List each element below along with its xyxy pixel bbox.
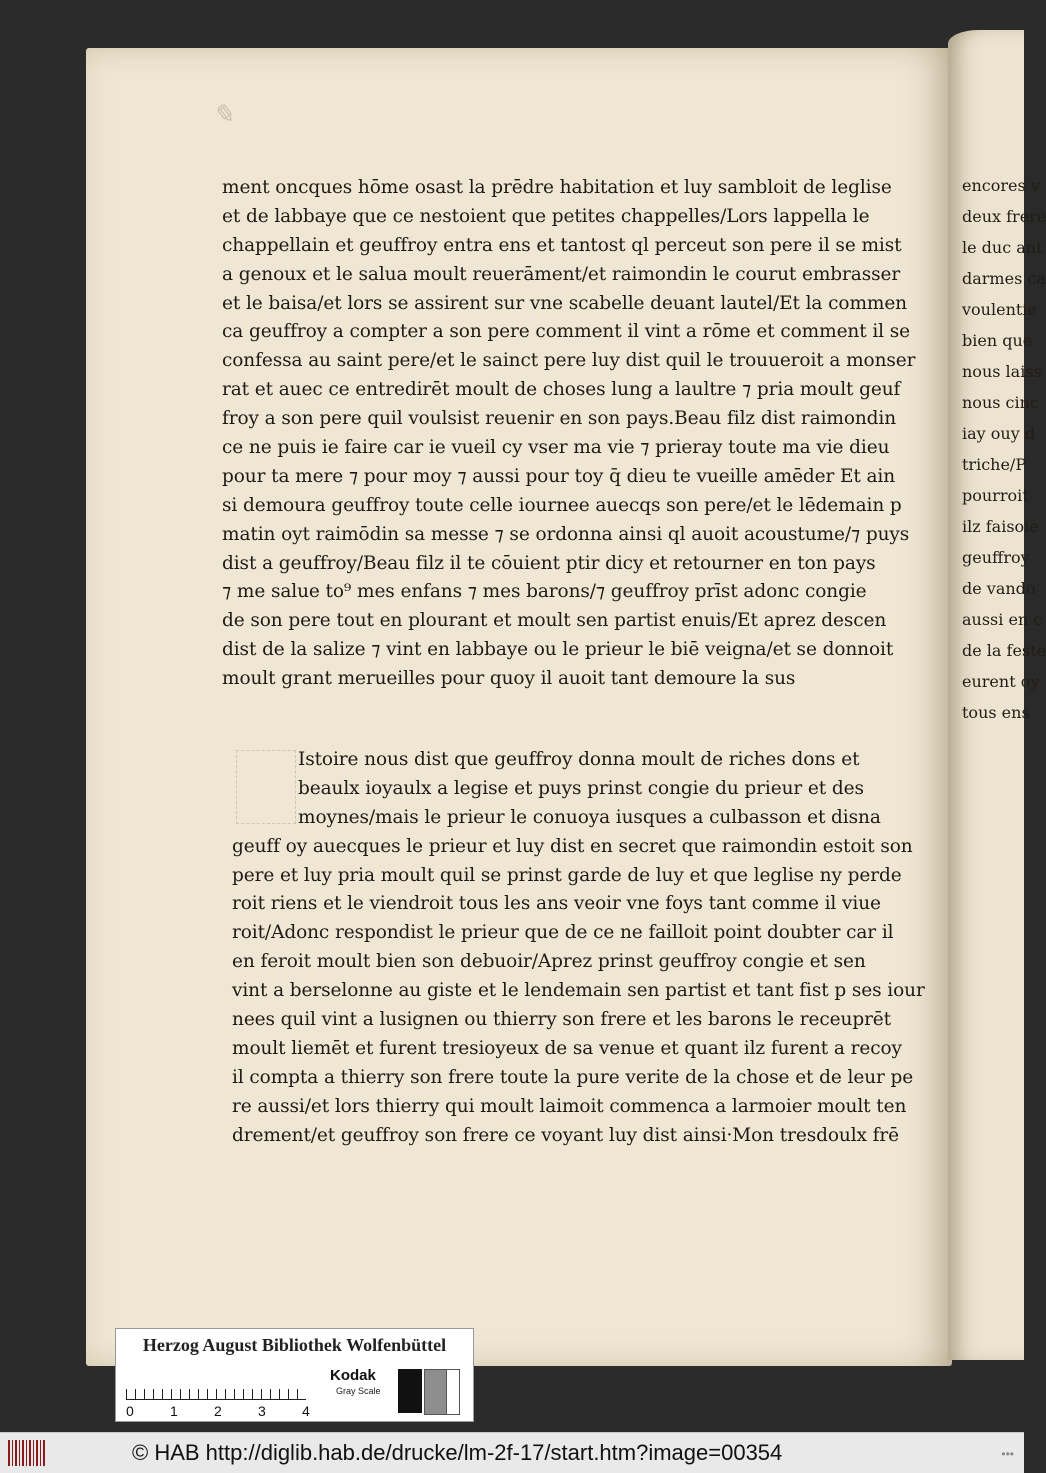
- text-line: dist a geuffroy/Beau filz il te cōuient ptir dicy et retourner en ton pays: [222, 552, 876, 574]
- more-icon[interactable]: •••: [1001, 1447, 1014, 1461]
- next-page-edge: [948, 30, 1046, 1360]
- ruler-number: 1: [170, 1403, 178, 1419]
- color-calibration-card: [115, 1328, 474, 1422]
- text-line: matin oyt raimōdin sa messe ⁊ se ordonna ainsi ql auoit acoustume/⁊ puys: [222, 523, 910, 545]
- next-page-line: iay ouy d: [962, 424, 1036, 443]
- text-line: roit/Adonc respondist le prieur que de ce ne failloit point doubter car il: [232, 922, 894, 944]
- next-page-line: de la feste: [962, 641, 1046, 660]
- gray-swatch: [424, 1369, 448, 1415]
- text-line: moult grant merueilles pour quoy il auoit tant demoure la sus: [222, 668, 796, 690]
- kodak-logo: Kodak: [330, 1367, 376, 1384]
- text-line: moult liemēt et furent tresioyeux de sa venue et quant ilz furent a recoy: [232, 1037, 902, 1059]
- ruler-number: 3: [258, 1403, 266, 1419]
- next-page-line: le duc ant: [962, 238, 1043, 257]
- next-page-line: triche/P: [962, 455, 1027, 474]
- text-line: rat et auec ce entredirēt moult de choses lung a laultre ⁊ pria moult geuf: [222, 379, 901, 401]
- ruler-number: 2: [214, 1403, 222, 1419]
- barcode-icon: [8, 1440, 46, 1466]
- text-line: froy a son pere quil voulsist reuenir en son pays.Beau filz dist raimondin: [222, 408, 897, 430]
- text-line: de son pere tout en plourant et moult sen partist enuis/Et aprez descen: [222, 610, 887, 632]
- next-page-line: geuffroy: [962, 548, 1030, 567]
- text-line: ment oncques hōme osast la prēdre habitation et luy sambloit de leglise: [222, 177, 892, 198]
- text-line: re aussi/et lors thierry qui moult laimoit commenca a larmoier moult ten: [232, 1095, 907, 1117]
- next-page-line: darmes ca: [962, 269, 1046, 288]
- next-page-line: nous cinc: [962, 393, 1039, 412]
- text-line: il compta a thierry son frere toute la pure verite de la chose et de leur pe: [232, 1066, 914, 1088]
- paragraph-2: [232, 746, 925, 1150]
- text-line: a genoux et le salua moult reuerāment/et raimondin le courut embrasser: [222, 263, 901, 285]
- text-line: geuff oy auecques le prieur et luy dist en secret que raimondin estoit son: [232, 835, 913, 857]
- text-line: et le baisa/et lors se assirent sur vne scabelle deuant lautel/Et la commen: [222, 292, 907, 314]
- next-page-line: nous laiss: [962, 362, 1042, 381]
- next-page-line: deux frere: [962, 207, 1046, 226]
- next-page-line: de vando: [962, 579, 1036, 598]
- next-page-line: encores v: [962, 176, 1040, 195]
- text-line: et de labbaye que ce nestoient que petites chappelles/Lors lappella le: [222, 205, 870, 227]
- text-line: pere et luy pria moult quil se prinst garde de luy et que leglise ny perde: [232, 864, 902, 886]
- library-name: Herzog August Bibliothek Wolfenbüttel: [142, 1335, 447, 1355]
- text-line: drement/et geuffroy son frere ce voyant luy dist ainsi·Mon tresdoulx frē: [232, 1124, 899, 1146]
- text-line: si demoura geuffroy toute celle iournee auecqs son pere/et le lēdemain p: [222, 494, 902, 516]
- footer-bar: [0, 1432, 1024, 1473]
- text-line: pour ta mere ⁊ pour moy ⁊ aussi pour toy q̄ dieu te vueille amēder Et ain: [222, 465, 896, 487]
- text-line: moynes/mais le prieur le conuoya iusques a culbasson et disna: [298, 806, 881, 828]
- next-page-line: tous ens: [962, 703, 1030, 722]
- gray-scale-label: Gray Scale: [336, 1386, 381, 1396]
- black-swatch: [398, 1369, 422, 1413]
- text-line: ce ne puis ie faire car ie vueil cy vser ma vie ⁊ prieray toute ma vie dieu: [222, 437, 890, 459]
- next-page-line: eurent oy: [962, 672, 1040, 691]
- ruler-number: 4: [302, 1403, 310, 1419]
- text-line: nees quil vint a lusignen ou thierry son frere et les barons le receuprēt: [232, 1009, 891, 1031]
- text-line: roit riens et le viendroit tous les ans veoir vne foys tant comme il viue: [232, 893, 881, 915]
- text-line: vint a berselonne au giste et le lendemain sen partist et tant fist p ses iour: [232, 980, 925, 1002]
- text-line: chappellain et geuffroy entra ens et tantost ql perceut son pere il se mist: [222, 234, 902, 256]
- text-line: en feroit moult bien son debuoir/Aprez prinst geuffroy congie et sen: [232, 951, 866, 973]
- paragraph-1: [222, 174, 916, 694]
- next-page-line: aussi en c: [962, 610, 1043, 629]
- ruler-number: 0: [126, 1403, 134, 1419]
- text-line: ca geuffroy a compter a son pere comment il vint a rōme et comment il se: [222, 321, 911, 343]
- text-line: Istoire nous dist que geuffroy donna moult de riches dons et: [298, 749, 860, 770]
- measurement-ruler: [126, 1369, 306, 1400]
- next-page-line: pourroit: [962, 486, 1029, 505]
- copyright-url[interactable]: © HAB http://diglib.hab.de/drucke/lm-2f-17/start.htm?image=00354: [132, 1440, 783, 1465]
- pencil-mark: ✎: [212, 100, 236, 130]
- text-line: confessa au saint pere/et le sainct pere luy dist quil le trouueroit a monser: [222, 350, 916, 372]
- text-line: beaulx ioyaulx a legise et puys prinst congie du prieur et des: [298, 777, 864, 799]
- next-page-line: voulentie: [962, 300, 1037, 319]
- white-swatch: [446, 1369, 460, 1415]
- text-line: ⁊ me salue to⁹ mes enfans ⁊ mes barons/⁊ geuffroy prīst adonc congie: [222, 581, 867, 603]
- next-page-line: ilz faisoie: [962, 517, 1039, 536]
- text-line: dist de la salize ⁊ vint en labbaye ou le prieur le biē veigna/et se donnoit: [222, 639, 894, 661]
- next-page-line: bien que: [962, 331, 1033, 350]
